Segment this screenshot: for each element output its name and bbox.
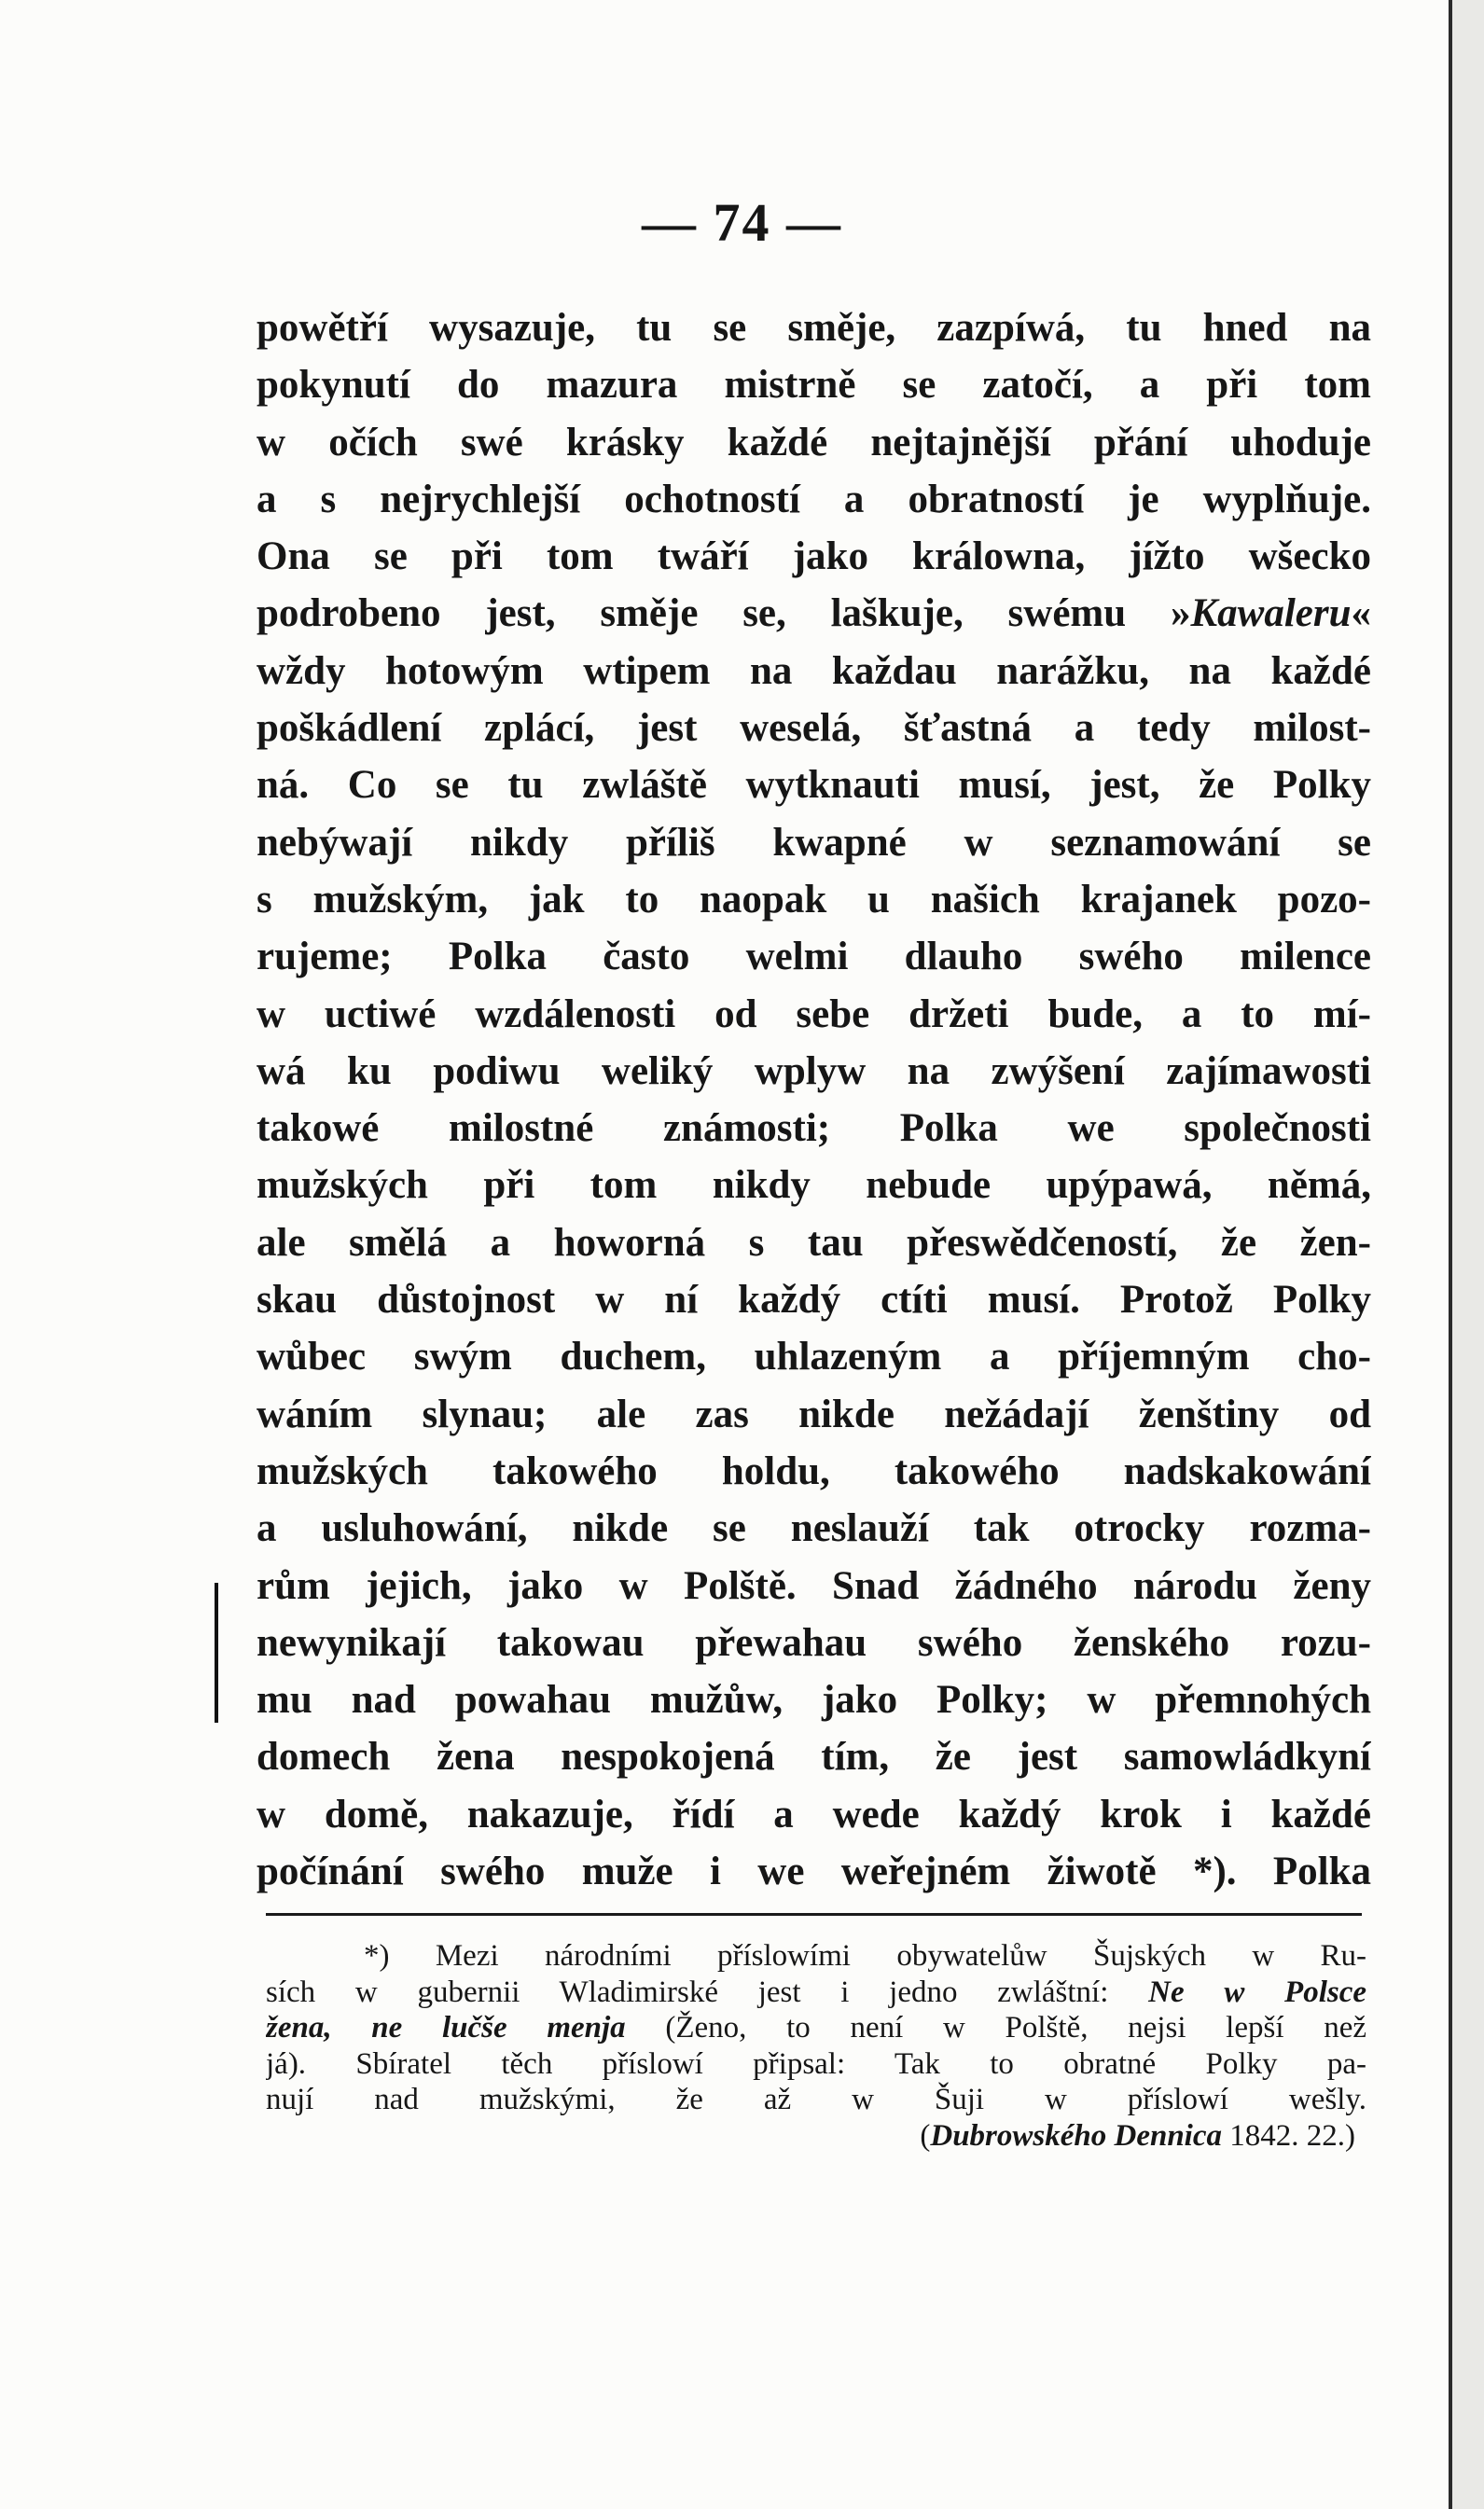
text-line: rům jejich, jako w Polště. Snad žádného národu ženy [257, 1563, 1371, 1608]
text-line: počínání swého muže i we weřejném žiwotě *). Polka [257, 1850, 1371, 1894]
closing-guillemet: « [1351, 591, 1371, 636]
text-line: w domě, nakazuje, řídí a wede každý krok i každé [257, 1792, 1371, 1837]
text-line: a s nejrychlejší ochotností a obratností je wyplňuje. [257, 477, 1371, 521]
text-line: skau důstojnost w ní každý ctíti musí. Protož Polky [257, 1278, 1371, 1323]
margin-bracket-mark [215, 1583, 218, 1723]
footnote-block [266, 1938, 1366, 2154]
text-line: mužských při tom nikdy nebude upýpawá, němá, [257, 1163, 1371, 1208]
text-line: ná. Co se tu zwláště wytknauti musí, jest, že Polky [257, 763, 1371, 808]
text-line: poškádlení zplácí, jest weselá, šťastná a tedy milost- [257, 706, 1371, 751]
main-text-block [257, 299, 1371, 1900]
text-line: mu nad powahau mužůw, jako Polky; w přemnohých [257, 1678, 1371, 1723]
page-number: — 74 — [642, 192, 842, 253]
footnote-line-with-italic [266, 2010, 1366, 2046]
footnote-line-with-italic [266, 1975, 1366, 2011]
text-line: ale smělá a howorná s tau přeswědčeností, že žen- [257, 1220, 1371, 1265]
text-line: w uctiwé wzdálenosti od sebe držeti bude, a to mí- [257, 991, 1371, 1036]
text-line: nebýwají nikdy příliš kwapné w seznamowání se [257, 820, 1371, 865]
text-line: pokynutí do mazura mistrně se zatočí, a při tom [257, 363, 1371, 408]
text-line-with-italic [257, 585, 1371, 642]
text-line: w očích swé krásky každé nejtajnější přání uhoduje [257, 420, 1371, 464]
text-line: wždy hotowým wtipem na každau narážku, na každé [257, 648, 1371, 693]
page-edge-line [1449, 0, 1452, 2509]
text-line: powětří wysazuje, tu se směje, zazpíwá, tu hned na [257, 306, 1371, 350]
footnote-line: já). Sbíratel těch příslowí připsal: Tak to obratné Polky pa- [266, 2046, 1366, 2081]
proverb-italic-a: Ne w Polsce [1148, 1975, 1366, 2009]
text-line: mužských takowého holdu, takowého nadskakowání [257, 1449, 1371, 1493]
footnote-line-segment: (Ženo, to není w Polště, nejsi lepší než [665, 2011, 1366, 2045]
text-line: wůbec swým duchem, uhlazeným a příjemným cho- [257, 1335, 1371, 1379]
text-line: a usluhowání, nikde se neslauží tak otrocky rozma- [257, 1506, 1371, 1551]
source-reference: 1842. 22.) [1229, 2118, 1355, 2153]
italic-word-kawaleru: Kawaleru [1190, 591, 1352, 636]
source-paren: ( [920, 2118, 931, 2153]
text-line-segment: podrobeno jest, směje se, laškuje, swému » [257, 591, 1191, 636]
text-line: Ona se při tom twáří jako králowna, jížto wšecko [257, 534, 1371, 579]
footnote-line-segment: sích w gubernii Wladimirské jest i jedno zwláštní: [266, 1975, 1109, 2009]
source-name: Dubrowského Dennica [930, 2118, 1222, 2153]
footnote-separator-rule [266, 1913, 1362, 1916]
text-line: newynikají takowau přewahau swého ženského rozu- [257, 1620, 1371, 1665]
adjacent-page-shadow [1452, 0, 1484, 2509]
text-line: domech žena nespokojená tím, že jest samowládkyní [257, 1735, 1371, 1780]
proverb-italic-b: žena, ne lučše menja [266, 2011, 626, 2045]
text-line: wáním slynau; ale zas nikde nežádají ženštiny od [257, 1392, 1371, 1436]
text-line: s mužským, jak to naopak u našich krajanek pozo- [257, 877, 1371, 922]
footnote-line: nují nad mužskými, že až w Šuji w příslowí wešly. [266, 2083, 1366, 2116]
text-line: wá ku podiwu weliký wplyw na zwýšení zajímawosti [257, 1048, 1371, 1093]
footnote-source [266, 2118, 1366, 2155]
footnote-line: *) Mezi národními příslowími obywatelůw Šujských w Ru- [364, 1939, 1366, 1973]
text-line: takowé milostné známosti; Polka we společnosti [257, 1106, 1371, 1151]
text-line: rujeme; Polka často welmi dlauho swého milence [257, 935, 1371, 979]
